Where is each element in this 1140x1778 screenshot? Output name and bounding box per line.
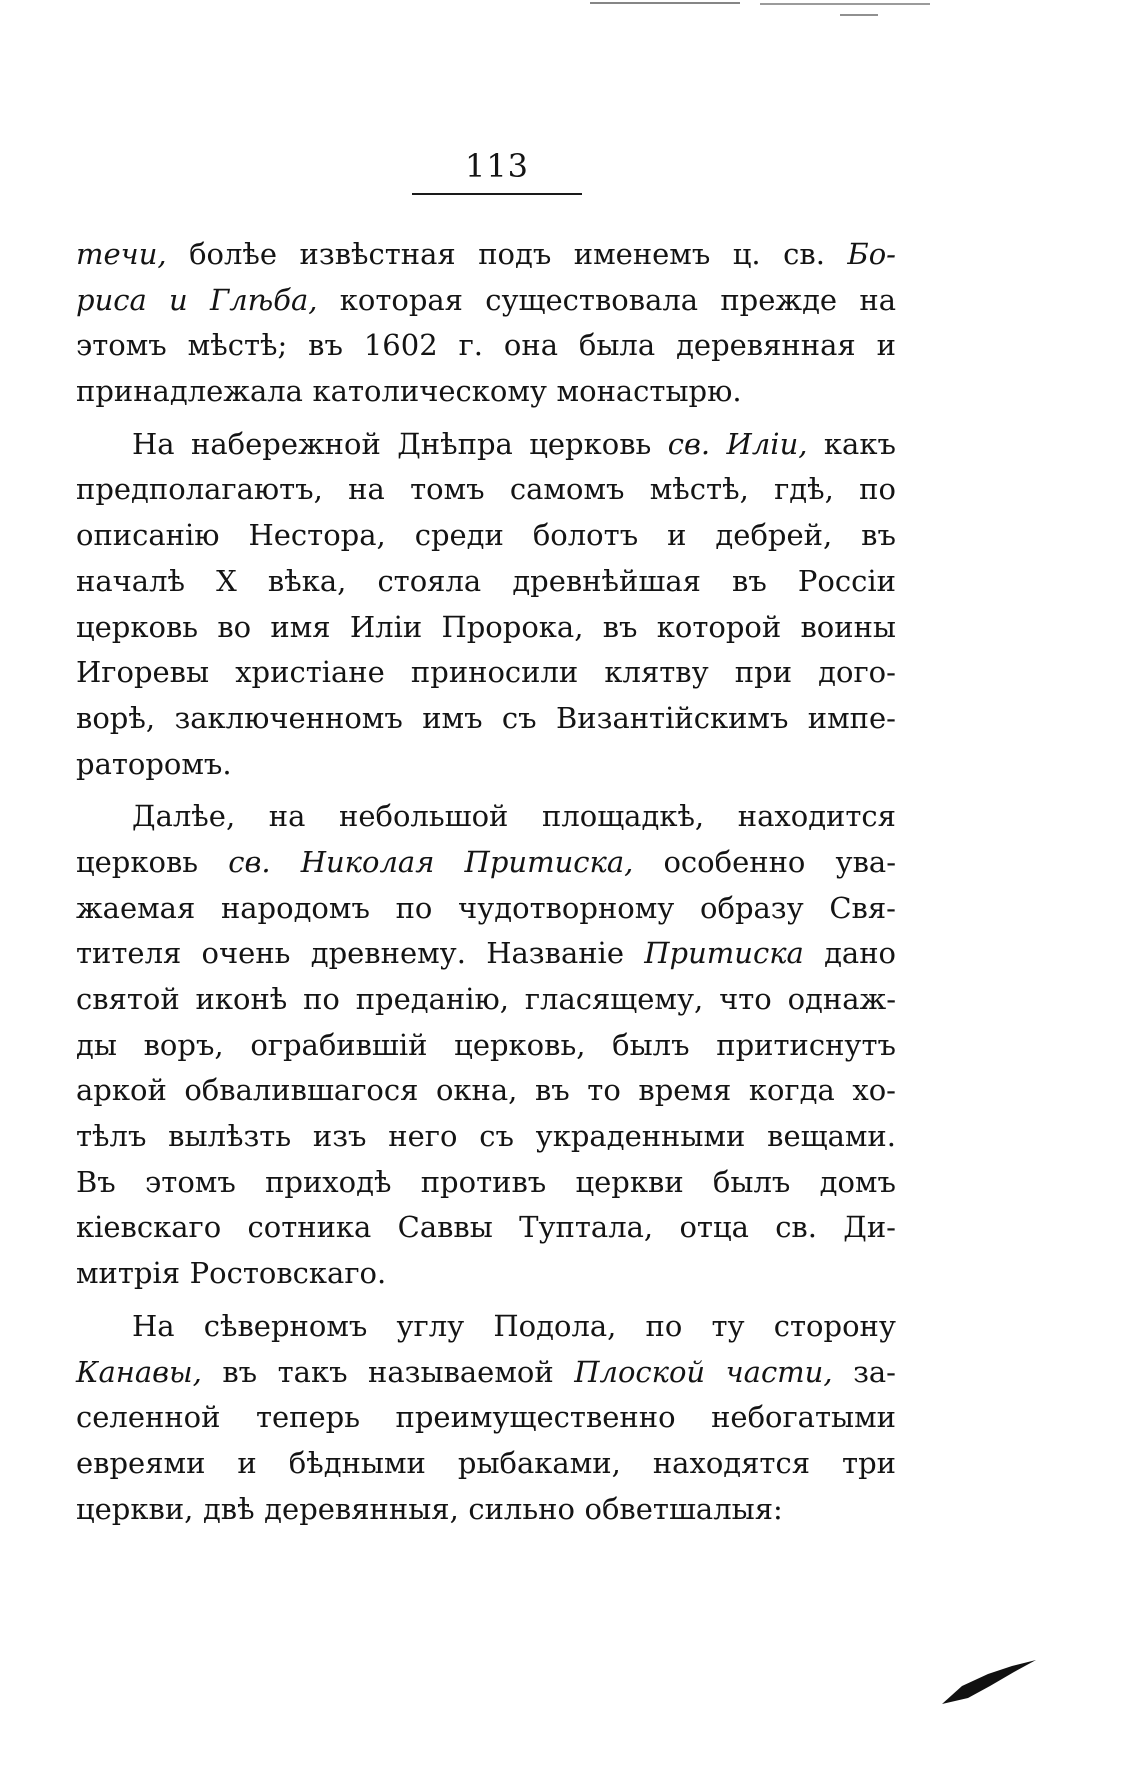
word: Далѣе,	[132, 799, 236, 834]
word: гласящему,	[524, 982, 704, 1016]
word: за-	[853, 1354, 896, 1389]
word: иконѣ	[195, 982, 288, 1016]
word: особенно	[663, 844, 806, 879]
word: Игоревы	[76, 655, 210, 690]
word: воины	[800, 609, 896, 644]
word: время	[638, 1073, 732, 1108]
word: три	[842, 1445, 896, 1480]
word: Притиска,	[464, 844, 634, 879]
word: былъ	[612, 1027, 690, 1062]
word: небольшой	[339, 799, 509, 834]
word: находится	[737, 799, 896, 834]
word: бѣдными	[288, 1445, 426, 1480]
word: очень	[201, 936, 291, 971]
word: церкви,	[76, 1491, 194, 1526]
word: на	[348, 472, 385, 507]
word: набережной	[191, 426, 381, 461]
word: Плоской	[574, 1354, 706, 1389]
word: стояла	[377, 563, 482, 598]
word: извѣстная	[299, 237, 456, 271]
word: X	[216, 563, 237, 598]
word: преданію,	[355, 982, 509, 1016]
scan-mark-top-3	[840, 14, 878, 16]
word: она	[503, 328, 558, 363]
scan-mark-top-2	[760, 3, 930, 5]
word: импе-	[807, 700, 896, 735]
word: однаж-	[787, 982, 896, 1016]
text-line	[76, 422, 896, 468]
word: чудотворному	[458, 890, 675, 925]
paragraph-gap	[76, 1297, 896, 1304]
word: св.	[228, 844, 271, 879]
word: этомъ	[145, 1164, 236, 1199]
word: домъ	[819, 1164, 896, 1199]
text-line	[76, 977, 896, 1023]
word: ворѣ,	[76, 700, 156, 735]
word: святой	[76, 982, 180, 1016]
text-line	[76, 278, 896, 324]
word: что	[719, 982, 772, 1016]
word: ды	[76, 1027, 117, 1062]
word: Названіе	[486, 936, 624, 971]
word: именемъ	[573, 237, 711, 271]
word: тѣлъ	[76, 1119, 147, 1154]
word: была	[578, 328, 656, 363]
word: Ди-	[843, 1210, 896, 1245]
text-line	[76, 1350, 896, 1396]
word: отца	[679, 1210, 749, 1245]
word: деревянная	[676, 328, 856, 363]
word: приходѣ	[265, 1164, 392, 1199]
word: На	[132, 1308, 175, 1343]
word: митрія	[76, 1256, 181, 1291]
word: окна,	[435, 1073, 518, 1108]
word: ува-	[835, 844, 896, 879]
word: Туптала,	[519, 1210, 654, 1245]
word: притиснутъ	[716, 1027, 896, 1062]
word: раторомъ.	[76, 746, 232, 781]
word: въ	[308, 328, 343, 363]
word: въ	[861, 518, 896, 553]
word: и	[169, 282, 188, 317]
text-line	[76, 1068, 896, 1114]
word: церковь,	[454, 1027, 586, 1062]
word: описанію	[76, 518, 220, 553]
word: обветшалыя:	[584, 1491, 783, 1526]
paragraph-gap	[76, 415, 896, 422]
word: него	[388, 1119, 458, 1154]
word: Иліи,	[726, 426, 808, 461]
word: гдѣ,	[774, 472, 834, 507]
word: которая	[339, 282, 463, 317]
word: и	[876, 328, 896, 363]
word: какъ	[823, 426, 896, 461]
word: народомъ	[220, 890, 370, 925]
word: началѣ	[76, 563, 185, 598]
text-line	[76, 886, 896, 932]
word: католическому	[312, 374, 547, 409]
word: вылѣзть	[168, 1119, 292, 1154]
word: Ростовскаго.	[189, 1256, 387, 1291]
word: на	[268, 799, 306, 834]
word: болѣе	[189, 237, 278, 271]
word: то	[587, 1073, 621, 1108]
word: самомъ	[509, 472, 625, 507]
word: Пророка,	[441, 609, 584, 644]
word: дого-	[818, 655, 896, 690]
word: по	[303, 982, 340, 1016]
text-line	[76, 1304, 896, 1350]
text-line	[76, 1160, 896, 1206]
word: предполагаютъ,	[76, 472, 323, 507]
word: двѣ	[202, 1491, 255, 1526]
word: св.	[775, 1210, 817, 1245]
text-line	[76, 1023, 896, 1069]
word: противъ	[420, 1164, 547, 1199]
word: по	[859, 472, 896, 507]
word: древнѣйшая	[512, 563, 701, 598]
word: ц.	[732, 237, 761, 271]
word: христіане	[235, 655, 385, 690]
text-line	[76, 931, 896, 977]
word: которой	[656, 609, 782, 644]
word: образу	[700, 890, 804, 925]
word: св.	[783, 237, 825, 271]
word: во	[217, 609, 252, 644]
word: болотъ	[532, 518, 639, 553]
word: Канавы,	[76, 1354, 202, 1389]
word: св.	[667, 426, 711, 461]
page-number: 113	[464, 147, 530, 185]
word: церковь	[76, 844, 199, 879]
text-line	[76, 369, 896, 415]
word: изъ	[312, 1119, 367, 1154]
word: Иліи	[349, 609, 423, 644]
word: принадлежала	[76, 374, 303, 409]
word: на	[859, 282, 896, 317]
word: съ	[479, 1119, 514, 1154]
ink-smudge	[940, 1652, 1040, 1712]
word: такъ	[277, 1354, 348, 1389]
text-line	[76, 467, 896, 513]
scan-mark-top	[590, 2, 740, 4]
word: церковь	[529, 426, 652, 461]
word: хо-	[852, 1073, 896, 1108]
word: Подола,	[493, 1308, 617, 1343]
text-line	[76, 1251, 896, 1297]
word: воръ,	[143, 1027, 224, 1062]
word: этомъ	[76, 328, 167, 363]
word: Нестора,	[248, 518, 386, 553]
text-line	[76, 559, 896, 605]
word: заключенномъ	[174, 700, 403, 735]
word: сѣверномъ	[203, 1308, 368, 1343]
word: небогатыми	[711, 1400, 896, 1435]
word: обвалившагося	[184, 1073, 419, 1108]
word: Николая	[300, 844, 435, 879]
word: церковь	[76, 609, 199, 644]
word: сильно	[468, 1491, 575, 1526]
word: площадкѣ,	[542, 799, 705, 834]
word: украденными	[535, 1119, 746, 1154]
text-line	[76, 1487, 896, 1533]
word: существовала	[485, 282, 699, 317]
word: ту	[711, 1308, 745, 1343]
text-line	[76, 650, 896, 696]
word: Саввы	[397, 1210, 493, 1245]
word: теперь	[255, 1400, 361, 1435]
word: въ	[534, 1073, 570, 1108]
word: имя	[270, 609, 331, 644]
word: На	[132, 426, 175, 461]
word: риса	[76, 282, 147, 317]
word: церкви	[575, 1164, 684, 1199]
word: части,	[725, 1354, 833, 1389]
text-line	[76, 232, 896, 278]
word: среди	[414, 518, 504, 553]
word: селенной	[76, 1400, 221, 1435]
word: Днѣпра	[397, 426, 513, 461]
word: Россіи	[797, 563, 896, 598]
word: Свя-	[829, 890, 896, 925]
word: имъ	[422, 700, 483, 735]
word: приносили	[410, 655, 579, 690]
text-line	[76, 1395, 896, 1441]
body-text	[76, 232, 896, 1532]
word: вещами.	[767, 1119, 896, 1154]
word: углу	[396, 1308, 465, 1343]
word: Въ	[76, 1164, 116, 1199]
word: монастырю.	[556, 374, 742, 409]
word: томъ	[410, 472, 485, 507]
text-line	[76, 513, 896, 559]
word: и	[667, 518, 687, 553]
word: евреями	[76, 1445, 206, 1480]
word: при	[734, 655, 793, 690]
text-line	[76, 1205, 896, 1251]
word: жаемая	[76, 890, 196, 925]
word: деревянныя,	[264, 1491, 459, 1526]
text-line	[76, 742, 896, 788]
word: ограбившій	[250, 1027, 428, 1062]
word: и	[237, 1445, 257, 1480]
word: Бо-	[847, 237, 896, 271]
word: Притиска	[644, 936, 804, 971]
word: тителя	[76, 936, 182, 971]
word: подъ	[478, 237, 552, 271]
word: 1602	[363, 328, 438, 363]
word: течи,	[76, 237, 167, 271]
paragraph-gap	[76, 787, 896, 794]
word: Глѣба,	[210, 282, 318, 317]
text-line	[76, 794, 896, 840]
text-line	[76, 323, 896, 369]
word: сторону	[773, 1308, 896, 1343]
page-number-rule	[412, 193, 582, 195]
text-line	[76, 840, 896, 886]
word: когда	[748, 1073, 835, 1108]
word: по	[645, 1308, 683, 1343]
word: дебрей,	[715, 518, 833, 553]
word: аркой	[76, 1073, 167, 1108]
text-line	[76, 1114, 896, 1160]
word: въ	[222, 1354, 258, 1389]
word: рыбаками,	[457, 1445, 621, 1480]
word: называемой	[368, 1354, 554, 1389]
word: по	[395, 890, 433, 925]
word: вѣка,	[267, 563, 347, 598]
word: древнему.	[310, 936, 466, 971]
text-line	[76, 1441, 896, 1487]
word: мѣстѣ,	[649, 472, 749, 507]
word: былъ	[712, 1164, 791, 1199]
word: въ	[602, 609, 638, 644]
word: г.	[458, 328, 483, 363]
word: преимущественно	[395, 1400, 676, 1435]
word: дано	[824, 936, 896, 971]
word: находятся	[652, 1445, 811, 1480]
text-line	[76, 605, 896, 651]
word: прежде	[720, 282, 838, 317]
word: съ	[501, 700, 537, 735]
text-line	[76, 696, 896, 742]
word: сотника	[247, 1210, 372, 1245]
word: въ	[732, 563, 767, 598]
word: кіевскаго	[76, 1210, 222, 1245]
word: мѣстѣ;	[187, 328, 288, 363]
word: клятву	[604, 655, 709, 690]
word: Византійскимъ	[555, 700, 789, 735]
